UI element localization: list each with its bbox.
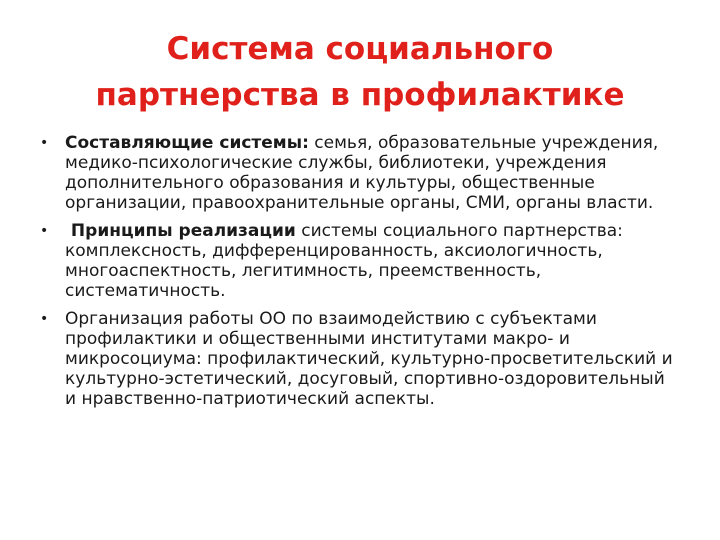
item-lead: Составляющие системы: [65,133,309,153]
list-item-organization [38,309,678,409]
bullet-list [38,133,678,417]
item-text: системы социального партнерства: комплексность, дифференцированность, аксиологичность, многоаспектность, легитимность, преемственность, систематичность. [65,221,623,301]
slide-title-line-2: партнерства в профилактике [95,77,625,113]
slide-title-line-1: Система социального [166,31,554,67]
bullet-icon: • [40,135,49,151]
bullet-icon: • [40,311,49,327]
list-item-components [38,133,678,213]
item-text: Организация работы ОО по взаимодействию с субъектами профилактики и общественными институтами макро- и микросоциума: профилактический, культурно-просветительский и культурно-эстетический, досуговый, спортивно-оздоровительный и нравственно-патриотический аспекты. [65,309,673,409]
item-text: семья, образовательные учреждения, медико-психологические службы, библиотеки, учреждения дополнительного образования и культуры, общественные организации, правоохранительные органы, СМИ, органы власти. [65,133,659,213]
item-lead: Принципы реализации [65,221,296,241]
bullet-icon: • [40,223,49,239]
slide-title [0,26,720,118]
list-item-principles [38,221,678,301]
